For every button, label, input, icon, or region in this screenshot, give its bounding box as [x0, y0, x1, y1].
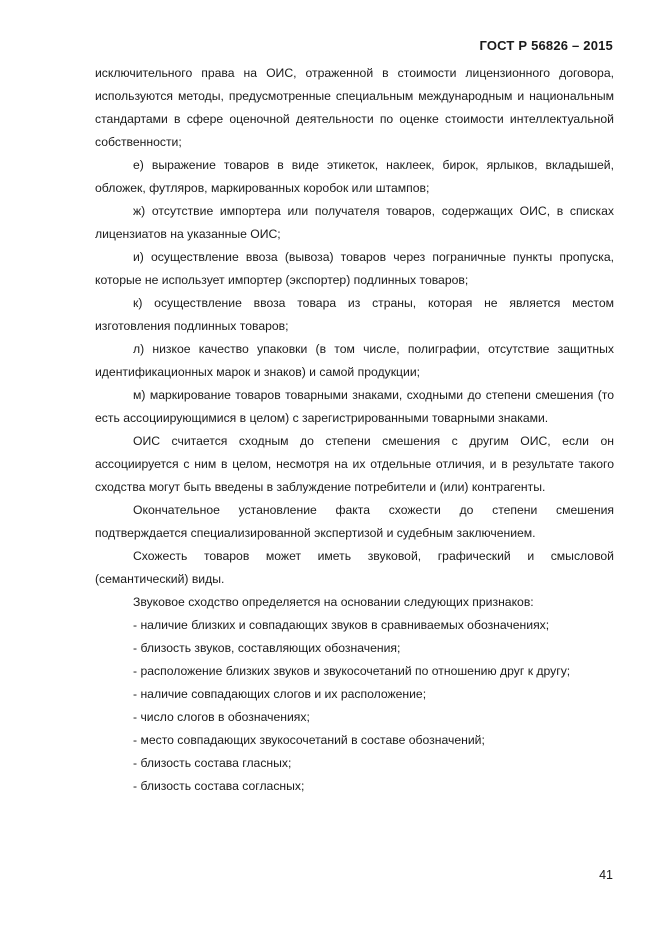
paragraph: ж) отсутствие импортера или получателя товаров, содержащих ОИС, в списках лицензиатов на указанные ОИС;: [95, 204, 614, 241]
document-code-header: ГОСТ Р 56826 – 2015: [479, 38, 613, 53]
paragraph: ОИС считается сходным до степени смешения с другим ОИС, если он ассоциируется с ним в целом, несмотря на их отдельные отличия, и в результате такого сходства могут быть введены в заблуждение потребители и (или) контрагенты.: [95, 434, 614, 494]
paragraph: л) низкое качество упаковки (в том числе, полиграфии, отсутствие защитных идентификационных марок и знаков) и самой продукции;: [95, 342, 614, 379]
list-item: - наличие совпадающих слогов и их расположение;: [133, 687, 427, 701]
paragraph: Звуковое сходство определяется на основании следующих признаков:: [133, 595, 534, 609]
paragraph: Схожесть товаров может иметь звуковой, графический и смысловой (семантический) виды.: [95, 549, 614, 586]
list-item: - близость состава согласных;: [133, 779, 305, 793]
list-item: - число слогов в обозначениях;: [133, 710, 310, 724]
list-item: - близость звуков, составляющих обозначения;: [133, 641, 401, 655]
paragraph: и) осуществление ввоза (вывоза) товаров через пограничные пункты пропуска, которые не использует импортер (экспортер) подлинных товаров;: [95, 250, 614, 287]
document-body: [95, 62, 614, 798]
paragraph: Окончательное установление факта схожести до степени смешения подтверждается специализированной экспертизой и судебным заключением.: [95, 503, 614, 540]
page-number: 41: [599, 868, 613, 882]
paragraph: к) осуществление ввоза товара из страны, которая не является местом изготовления подлинных товаров;: [95, 296, 614, 333]
paragraph: м) маркирование товаров товарными знаками, сходными до степени смешения (то есть ассоциирующимися в целом) с зарегистрированными товарными знаками.: [95, 388, 614, 425]
paragraph: е) выражение товаров в виде этикеток, наклеек, бирок, ярлыков, вкладышей, обложек, футляров, маркированных коробок или штампов;: [95, 158, 614, 195]
list-item: - расположение близких звуков и звукосочетаний по отношению друг к другу;: [133, 664, 571, 678]
paragraph: исключительного права на ОИС, отраженной в стоимости лицензионного договора, используются методы, предусмотренные специальным международным и национальным стандартами в сфере оценочной деятельности по оценке стоимости интеллектуальной собственности;: [95, 66, 614, 149]
list-item: - место совпадающих звукосочетаний в составе обозначений;: [133, 733, 485, 747]
list-item: - близость состава гласных;: [133, 756, 292, 770]
list-item: - наличие близких и совпадающих звуков в сравниваемых обозначениях;: [133, 618, 550, 632]
